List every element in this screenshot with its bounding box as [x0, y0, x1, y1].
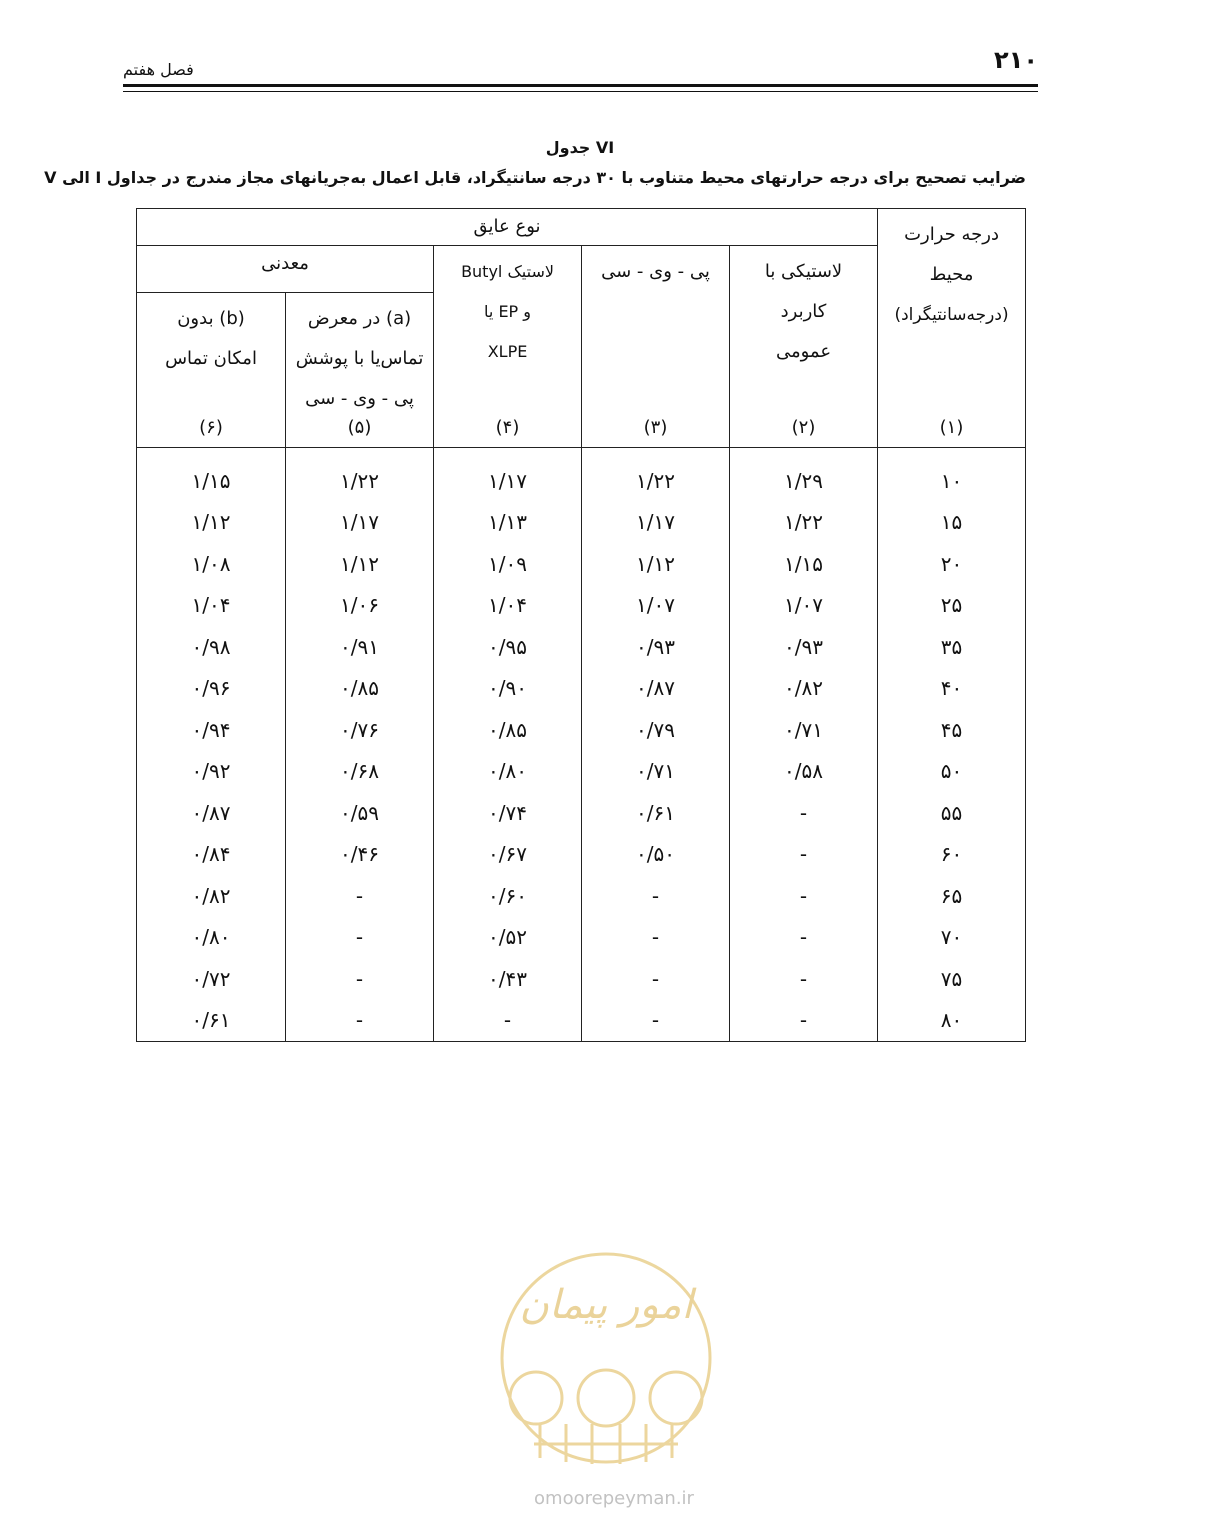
row-factor-cell: ۰/۸۲ — [137, 875, 286, 917]
row-factor-cell: - — [730, 834, 878, 876]
row-factor-cell: - — [582, 917, 730, 959]
row-factor-cell: ۱/۱۳ — [434, 502, 582, 544]
row-factor-cell: - — [582, 958, 730, 1000]
table-row — [137, 792, 1026, 834]
row-temperature-cell: ۸۰ — [878, 1000, 1026, 1042]
row-factor-cell: ۰/۹۵ — [434, 626, 582, 668]
row-factor-cell: ۰/۹۲ — [137, 751, 286, 793]
watermark-site: omoorepeyman.ir — [534, 1488, 694, 1509]
row-factor-cell: ۰/۶۷ — [434, 834, 582, 876]
col-number-2: (۲) — [791, 417, 816, 438]
header-mineral: معدنی — [137, 246, 434, 293]
header-butyl-ep-xlpe: لاستیک Butyl و EP یا XLPE (۴) — [434, 246, 582, 448]
row-factor-cell: ۰/۹۸ — [137, 626, 286, 668]
row-factor-cell: ۰/۹۱ — [286, 626, 434, 668]
row-factor-cell: ۰/۹۳ — [730, 626, 878, 668]
row-factor-cell: ۰/۵۲ — [434, 917, 582, 959]
row-factor-cell: ۰/۸۲ — [730, 668, 878, 710]
row-temperature-cell: ۴۵ — [878, 709, 1026, 751]
row-factor-cell: ۱/۰۷ — [730, 585, 878, 627]
row-factor-cell: - — [730, 875, 878, 917]
col-number-1: (۱) — [939, 417, 964, 438]
row-factor-cell: ۱/۱۷ — [582, 502, 730, 544]
row-factor-cell: ۰/۸۴ — [137, 834, 286, 876]
row-factor-cell: ۰/۸۰ — [434, 751, 582, 793]
table-row — [137, 543, 1026, 585]
row-factor-cell: - — [286, 958, 434, 1000]
row-factor-cell: ۱/۲۲ — [286, 448, 434, 502]
row-temperature-cell: ۲۰ — [878, 543, 1026, 585]
row-factor-cell: - — [286, 1000, 434, 1042]
row-factor-cell: ۰/۶۱ — [137, 1000, 286, 1042]
table-row — [137, 626, 1026, 668]
header-insulation-type: نوع عایق — [137, 209, 878, 246]
table-row — [137, 709, 1026, 751]
row-factor-cell: ۱/۰۸ — [137, 543, 286, 585]
row-factor-cell: ۰/۸۰ — [137, 917, 286, 959]
table-row — [137, 875, 1026, 917]
row-factor-cell: - — [582, 875, 730, 917]
row-temperature-cell: ۶۰ — [878, 834, 1026, 876]
row-factor-cell: ۰/۸۵ — [286, 668, 434, 710]
row-factor-cell: ۰/۹۰ — [434, 668, 582, 710]
row-factor-cell: ۰/۷۴ — [434, 792, 582, 834]
page-header — [123, 46, 1038, 94]
row-factor-cell: ۰/۷۱ — [730, 709, 878, 751]
col-number-4: (۴) — [495, 417, 520, 438]
row-factor-cell: ۱/۰۴ — [434, 585, 582, 627]
row-factor-cell: ۱/۱۲ — [286, 543, 434, 585]
row-factor-cell: ۱/۲۲ — [730, 502, 878, 544]
row-factor-cell: ۱/۱۲ — [582, 543, 730, 585]
row-factor-cell: ۱/۱۵ — [730, 543, 878, 585]
row-temperature-cell: ۵۰ — [878, 751, 1026, 793]
header-general-rubber: لاستیکی با کاربرد عمومی (۲) — [730, 246, 878, 448]
row-factor-cell: ۰/۸۷ — [137, 792, 286, 834]
header-rule-thin — [123, 91, 1038, 92]
row-factor-cell: ۱/۰۷ — [582, 585, 730, 627]
col-number-6: (۶) — [199, 417, 223, 438]
row-temperature-cell: ۵۵ — [878, 792, 1026, 834]
row-factor-cell: - — [730, 792, 878, 834]
col-number-5: (۵) — [347, 417, 372, 438]
row-temperature-cell: ۳۵ — [878, 626, 1026, 668]
row-factor-cell: ۰/۹۴ — [137, 709, 286, 751]
row-factor-cell: ۰/۶۰ — [434, 875, 582, 917]
row-factor-cell: ۱/۰۶ — [286, 585, 434, 627]
row-factor-cell: - — [286, 917, 434, 959]
table-body — [137, 448, 1026, 1042]
table-caption: ضرایب تصحیح برای درجه حرارتهای محیط متناوب با ۳۰ درجه سانتیگراد، قابل اعمال به‌جریانهای مجاز مندرج در جداول I الی V — [44, 168, 1026, 187]
row-factor-cell: - — [286, 875, 434, 917]
row-factor-cell: ۰/۴۶ — [286, 834, 434, 876]
watermark-text: امور پیمان — [519, 1282, 693, 1328]
row-factor-cell: ۱/۰۹ — [434, 543, 582, 585]
row-factor-cell: ۰/۵۸ — [730, 751, 878, 793]
table-row — [137, 751, 1026, 793]
row-factor-cell: ۰/۷۲ — [137, 958, 286, 1000]
row-factor-cell: ۰/۹۶ — [137, 668, 286, 710]
row-factor-cell: - — [582, 1000, 730, 1042]
row-factor-cell: ۰/۷۱ — [582, 751, 730, 793]
table-row — [137, 448, 1026, 502]
header-pvc: پی - وی - سی (۳) — [582, 246, 730, 448]
row-temperature-cell: ۴۰ — [878, 668, 1026, 710]
row-factor-cell: ۱/۱۷ — [286, 502, 434, 544]
row-factor-cell: ۱/۱۷ — [434, 448, 582, 502]
table-row — [137, 958, 1026, 1000]
table-row — [137, 834, 1026, 876]
table-row — [137, 917, 1026, 959]
row-factor-cell: ۱/۰۴ — [137, 585, 286, 627]
row-factor-cell: ۱/۱۵ — [137, 448, 286, 502]
row-factor-cell: ۱/۲۹ — [730, 448, 878, 502]
header-mineral-a: (a) در معرض تماس‌یا با پوشش پی - وی - سی (۵) — [286, 293, 434, 448]
correction-factor-table — [136, 208, 1026, 1042]
row-factor-cell: ۱/۱۲ — [137, 502, 286, 544]
row-factor-cell: ۰/۵۹ — [286, 792, 434, 834]
page-number: ۲۱۰ — [994, 46, 1038, 74]
header-mineral-b: (b) بدون امکان تماس (۶) — [137, 293, 286, 448]
row-factor-cell: ۰/۶۸ — [286, 751, 434, 793]
header-ambient-temp: درجه حرارت محیط (درجه‌سانتیگراد) (۱) — [878, 209, 1026, 448]
row-temperature-cell: ۷۵ — [878, 958, 1026, 1000]
row-factor-cell: - — [730, 1000, 878, 1042]
table-row — [137, 502, 1026, 544]
row-factor-cell: ۰/۹۳ — [582, 626, 730, 668]
table-row — [137, 668, 1026, 710]
row-temperature-cell: ۲۵ — [878, 585, 1026, 627]
col-number-3: (۳) — [643, 417, 668, 438]
row-factor-cell: - — [730, 958, 878, 1000]
table-title: جدول VI — [545, 138, 615, 157]
row-factor-cell: ۰/۷۹ — [582, 709, 730, 751]
table-row — [137, 1000, 1026, 1042]
row-factor-cell: ۰/۶۱ — [582, 792, 730, 834]
header-rule-thick — [123, 84, 1038, 87]
row-factor-cell: ۰/۷۶ — [286, 709, 434, 751]
row-factor-cell: ۰/۸۵ — [434, 709, 582, 751]
row-factor-cell: - — [730, 917, 878, 959]
row-factor-cell: - — [434, 1000, 582, 1042]
row-factor-cell: ۱/۲۲ — [582, 448, 730, 502]
row-temperature-cell: ۷۰ — [878, 917, 1026, 959]
row-factor-cell: ۰/۵۰ — [582, 834, 730, 876]
row-temperature-cell: ۱۵ — [878, 502, 1026, 544]
table-row — [137, 585, 1026, 627]
watermark-logo — [496, 1248, 716, 1468]
row-temperature-cell: ۶۵ — [878, 875, 1026, 917]
row-temperature-cell: ۱۰ — [878, 448, 1026, 502]
chapter-title: فصل هفتم — [123, 60, 194, 79]
row-factor-cell: ۰/۴۳ — [434, 958, 582, 1000]
row-factor-cell: ۰/۸۷ — [582, 668, 730, 710]
